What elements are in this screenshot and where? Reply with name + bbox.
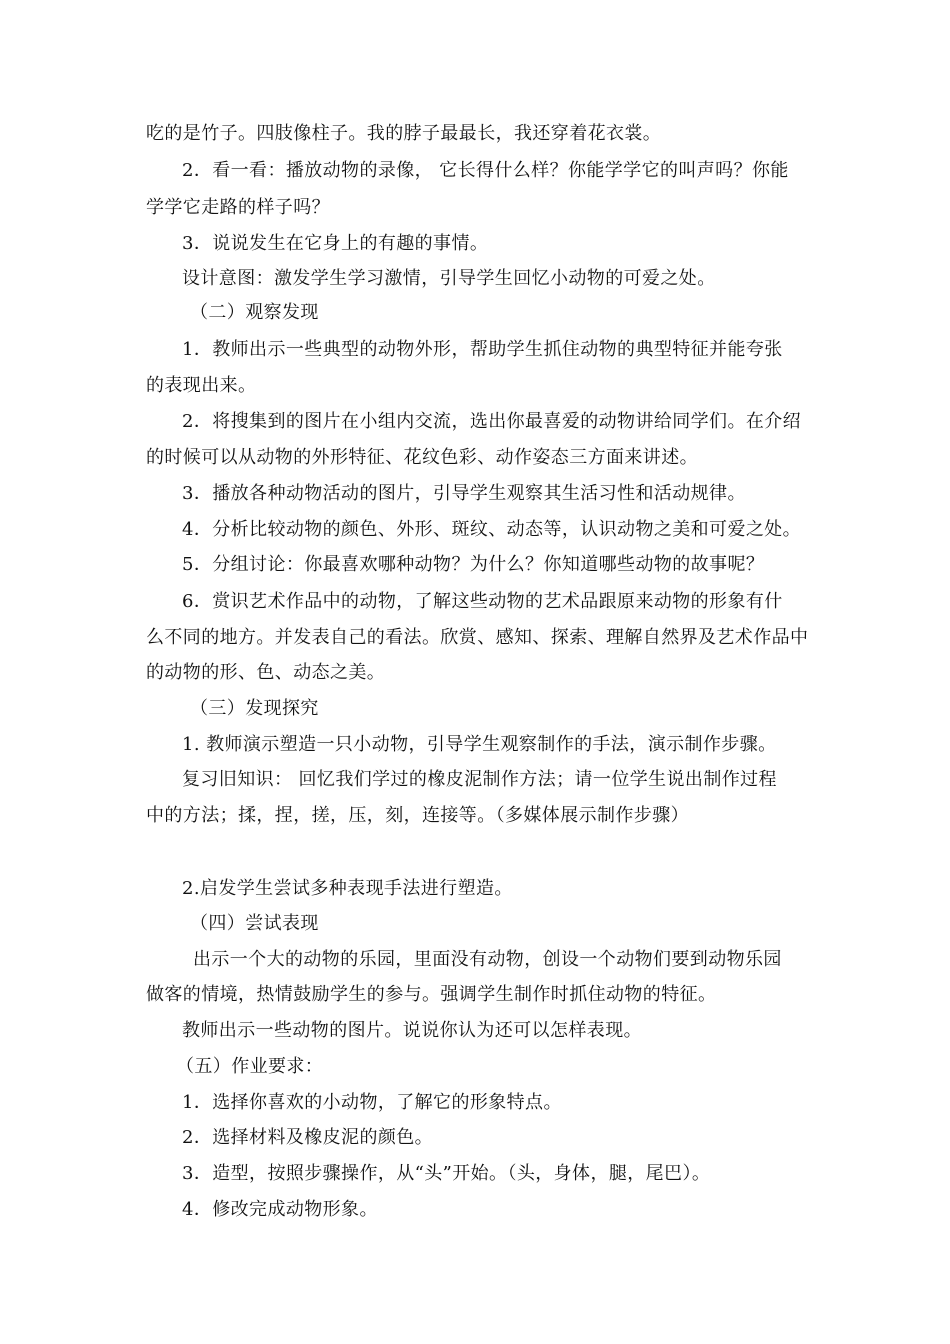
list-item: 1．选择你喜欢的小动物，了解它的形象特点。 [182, 1092, 562, 1113]
list-item: 3．说说发生在它身上的有趣的事情。 [182, 233, 489, 254]
list-item: 2．选择材料及橡皮泥的颜色。 [182, 1127, 434, 1148]
list-item: 2．看一看：播放动物的录像， 它长得什么样？你能学学它的叫声吗？你能 [182, 160, 789, 181]
paragraph-line: 做客的情境，热情鼓励学生的参与。强调学生制作时抓住动物的特征。 [146, 984, 717, 1005]
list-item: 1. 教师演示塑造一只小动物，引导学生观察制作的手法，演示制作步骤。 [182, 734, 777, 755]
section-heading: （四）尝试表现 [190, 913, 319, 934]
paragraph-line: 么不同的地方。并发表自己的看法。欣赏、感知、探索、理解自然界及艺术作品中 [146, 627, 809, 648]
section-heading: （五）作业要求： [176, 1056, 324, 1077]
list-item: 3．播放各种动物活动的图片，引导学生观察其生活习性和活动规律。 [182, 483, 746, 504]
paragraph-line: 的时候可以从动物的外形特征、花纹色彩、动作姿态三方面来讲述。 [146, 447, 698, 468]
paragraph-line: 学学它走路的样子吗？ [146, 197, 330, 218]
list-item: 1．教师出示一些典型的动物外形，帮助学生抓住动物的典型特征并能夸张 [182, 339, 783, 360]
paragraph-line: 的动物的形、色、动态之美。 [146, 662, 386, 683]
list-item: 5．分组讨论：你最喜欢哪种动物？为什么？你知道哪些动物的故事呢？ [182, 554, 765, 575]
list-item: 3．造型，按照步骤操作，从“头”开始。（头，身体，腿，尾巴）。 [182, 1163, 711, 1184]
list-item: 2.启发学生尝试多种表现手法进行塑造。 [182, 878, 513, 899]
paragraph-line: 教师出示一些动物的图片。说说你认为还可以怎样表现。 [182, 1020, 642, 1041]
list-item: 4．修改完成动物形象。 [182, 1199, 378, 1220]
design-intent: 设计意图：激发学生学习激情，引导学生回忆小动物的可爱之处。 [182, 268, 716, 289]
list-item: 6．赏识艺术作品中的动物，了解这些动物的艺术品跟原来动物的形象有什 [182, 591, 783, 612]
section-heading: （三）发现探究 [190, 698, 319, 719]
section-heading: （二）观察发现 [190, 302, 319, 323]
paragraph-line: 中的方法；揉，捏，搓，压，刻，连接等。（多媒体展示制作步骤） [146, 805, 689, 826]
paragraph-line: 复习旧知识： 回忆我们学过的橡皮泥制作方法；请一位学生说出制作过程 [182, 769, 777, 790]
paragraph-line: 吃的是竹子。四肢像柱子。我的脖子最最长，我还穿着花衣裳。 [146, 123, 662, 144]
list-item: 2．将搜集到的图片在小组内交流，选出你最喜爱的动物讲给同学们。在介绍 [182, 411, 802, 432]
paragraph-line: 的表现出来。 [146, 375, 257, 396]
paragraph-line: 出示一个大的动物的乐园，里面没有动物，创设一个动物们要到动物乐园 [193, 949, 782, 970]
list-item: 4．分析比较动物的颜色、外形、斑纹、动态等，认识动物之美和可爱之处。 [182, 519, 802, 540]
